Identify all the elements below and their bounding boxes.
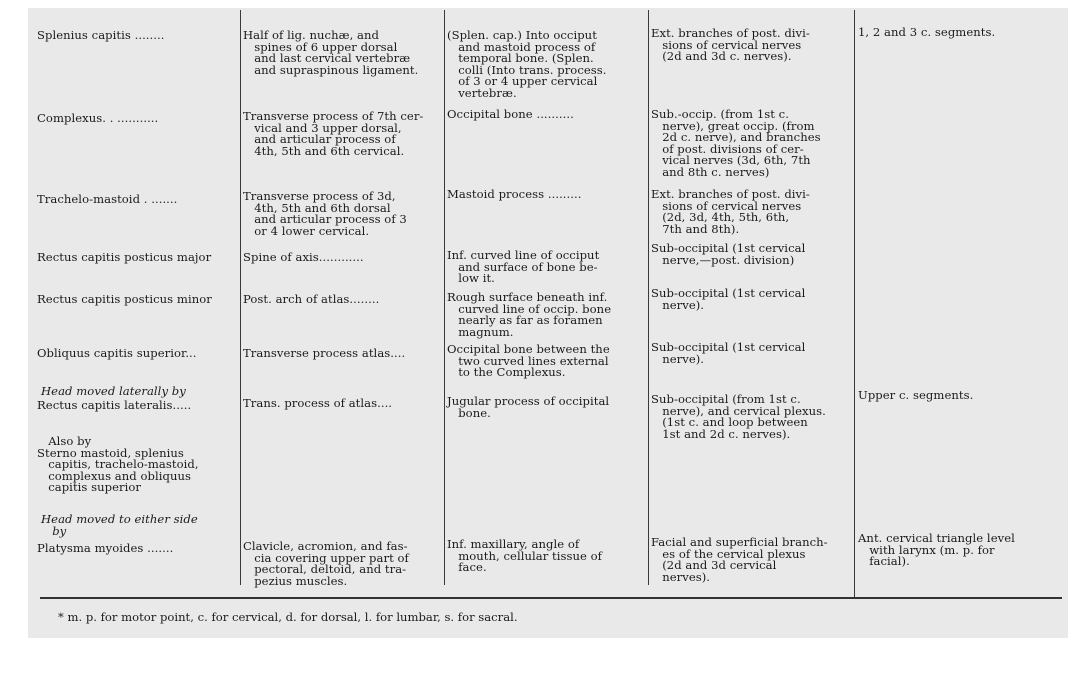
origin-text: Clavicle, acromion, and fas- cia covering upper part of pectoral, deltoid, and tra- pezius muscles. <box>243 539 409 588</box>
nerve-text: Sub-occipital (1st cervical nerve). <box>651 286 806 312</box>
insertion-text: Mastoid process ......... <box>447 187 582 201</box>
segment-text: Ant. cervical triangle level with larynx (m. p. for facial). <box>858 531 1015 569</box>
column-divider <box>854 10 855 598</box>
muscle-name: Rectus capitis lateralis..... <box>37 398 192 412</box>
nerve-text: Ext. branches of post. divi- sions of cervical nerves (2d and 3d c. nerves). <box>651 26 810 64</box>
origin-text: Transverse process of 7th cer- vical and 3 upper dorsal, and articular process of 4th, 5th and 6th cervical. <box>243 109 424 158</box>
origin-text: Transverse process atlas.... <box>243 346 406 360</box>
column-divider <box>444 10 445 585</box>
segment-text: Upper c. segments. <box>858 388 974 402</box>
nerve-text: Sub.-occip. (from 1st c. nerve), great occip. (from 2d c. nerve), and branches of post. divisions of cer- vical nerves (3d, 6th, 7th and 8th c. nerves) <box>651 107 821 179</box>
muscle-name: Platysma myoides ....... <box>37 541 174 555</box>
section-heading: Head moved laterally by <box>41 384 186 398</box>
muscle-name: Rectus capitis posticus major <box>37 250 212 264</box>
footnote: * m. p. for motor point, c. for cervical, d. for dorsal, l. for lumbar, s. for sacral. <box>58 610 518 624</box>
also-by-note: Also by Sterno mastoid, splenius capitis, trachelo-mastoid, complexus and obliquus capitis superior <box>37 434 199 495</box>
column-divider <box>240 10 241 585</box>
muscle-name: Obliquus capitis superior... <box>37 346 197 360</box>
insertion-text: (Splen. cap.) Into occiput and mastoid process of temporal bone. (Splen. colli (Into trans. process. of 3 or 4 upper cervical vertebræ. <box>447 28 607 100</box>
insertion-text: Inf. maxillary, angle of mouth, cellular tissue of face. <box>447 537 603 575</box>
insertion-text: Jugular process of occipital bone. <box>447 394 610 420</box>
nerve-text: Facial and superficial branch- es of the cervical plexus (2d and 3d cervical nerves). <box>651 535 828 584</box>
insertion-text: Inf. curved line of occiput and surface of bone be- low it. <box>447 248 600 286</box>
muscle-name: Splenius capitis ........ <box>37 28 165 42</box>
nerve-text: Ext. branches of post. divi- sions of cervical nerves (2d, 3d, 4th, 5th, 6th, 7th and 8th). <box>651 187 810 236</box>
origin-text: Transverse process of 3d, 4th, 5th and 6th dorsal and articular process of 3 or 4 lower cervical. <box>243 189 407 238</box>
muscle-name: Complexus. . ........... <box>37 111 159 125</box>
origin-text: Post. arch of atlas........ <box>243 292 380 306</box>
muscle-name: Rectus capitis posticus minor <box>37 292 212 306</box>
muscle-name: Trachelo-mastoid . ....... <box>37 192 178 206</box>
column-divider <box>648 10 649 585</box>
origin-text: Trans. process of atlas.... <box>243 396 393 410</box>
insertion-text: Occipital bone between the two curved lines external to the Complexus. <box>447 342 610 380</box>
book-page <box>28 8 1068 638</box>
footnote-rule <box>40 597 1062 599</box>
segment-text: 1, 2 and 3 c. segments. <box>858 25 996 39</box>
nerve-text: Sub-occipital (from 1st c. nerve), and cervical plexus. (1st c. and loop between 1st and 2d c. nerves). <box>651 392 826 441</box>
muscle-table <box>28 8 1068 598</box>
nerve-text: Sub-occipital (1st cervical nerve). <box>651 340 806 366</box>
nerve-text: Sub-occipital (1st cervical nerve,—post. division) <box>651 241 806 267</box>
origin-text: Spine of axis............ <box>243 250 364 264</box>
insertion-text: Rough surface beneath inf. curved line of occip. bone nearly as far as foramen magnum. <box>447 290 612 339</box>
origin-text: Half of lig. nuchæ, and spines of 6 upper dorsal and last cervical vertebræ and supraspinous ligament. <box>243 28 419 77</box>
section-heading: Head moved to either side by <box>41 512 198 538</box>
insertion-text: Occipital bone .......... <box>447 107 574 121</box>
